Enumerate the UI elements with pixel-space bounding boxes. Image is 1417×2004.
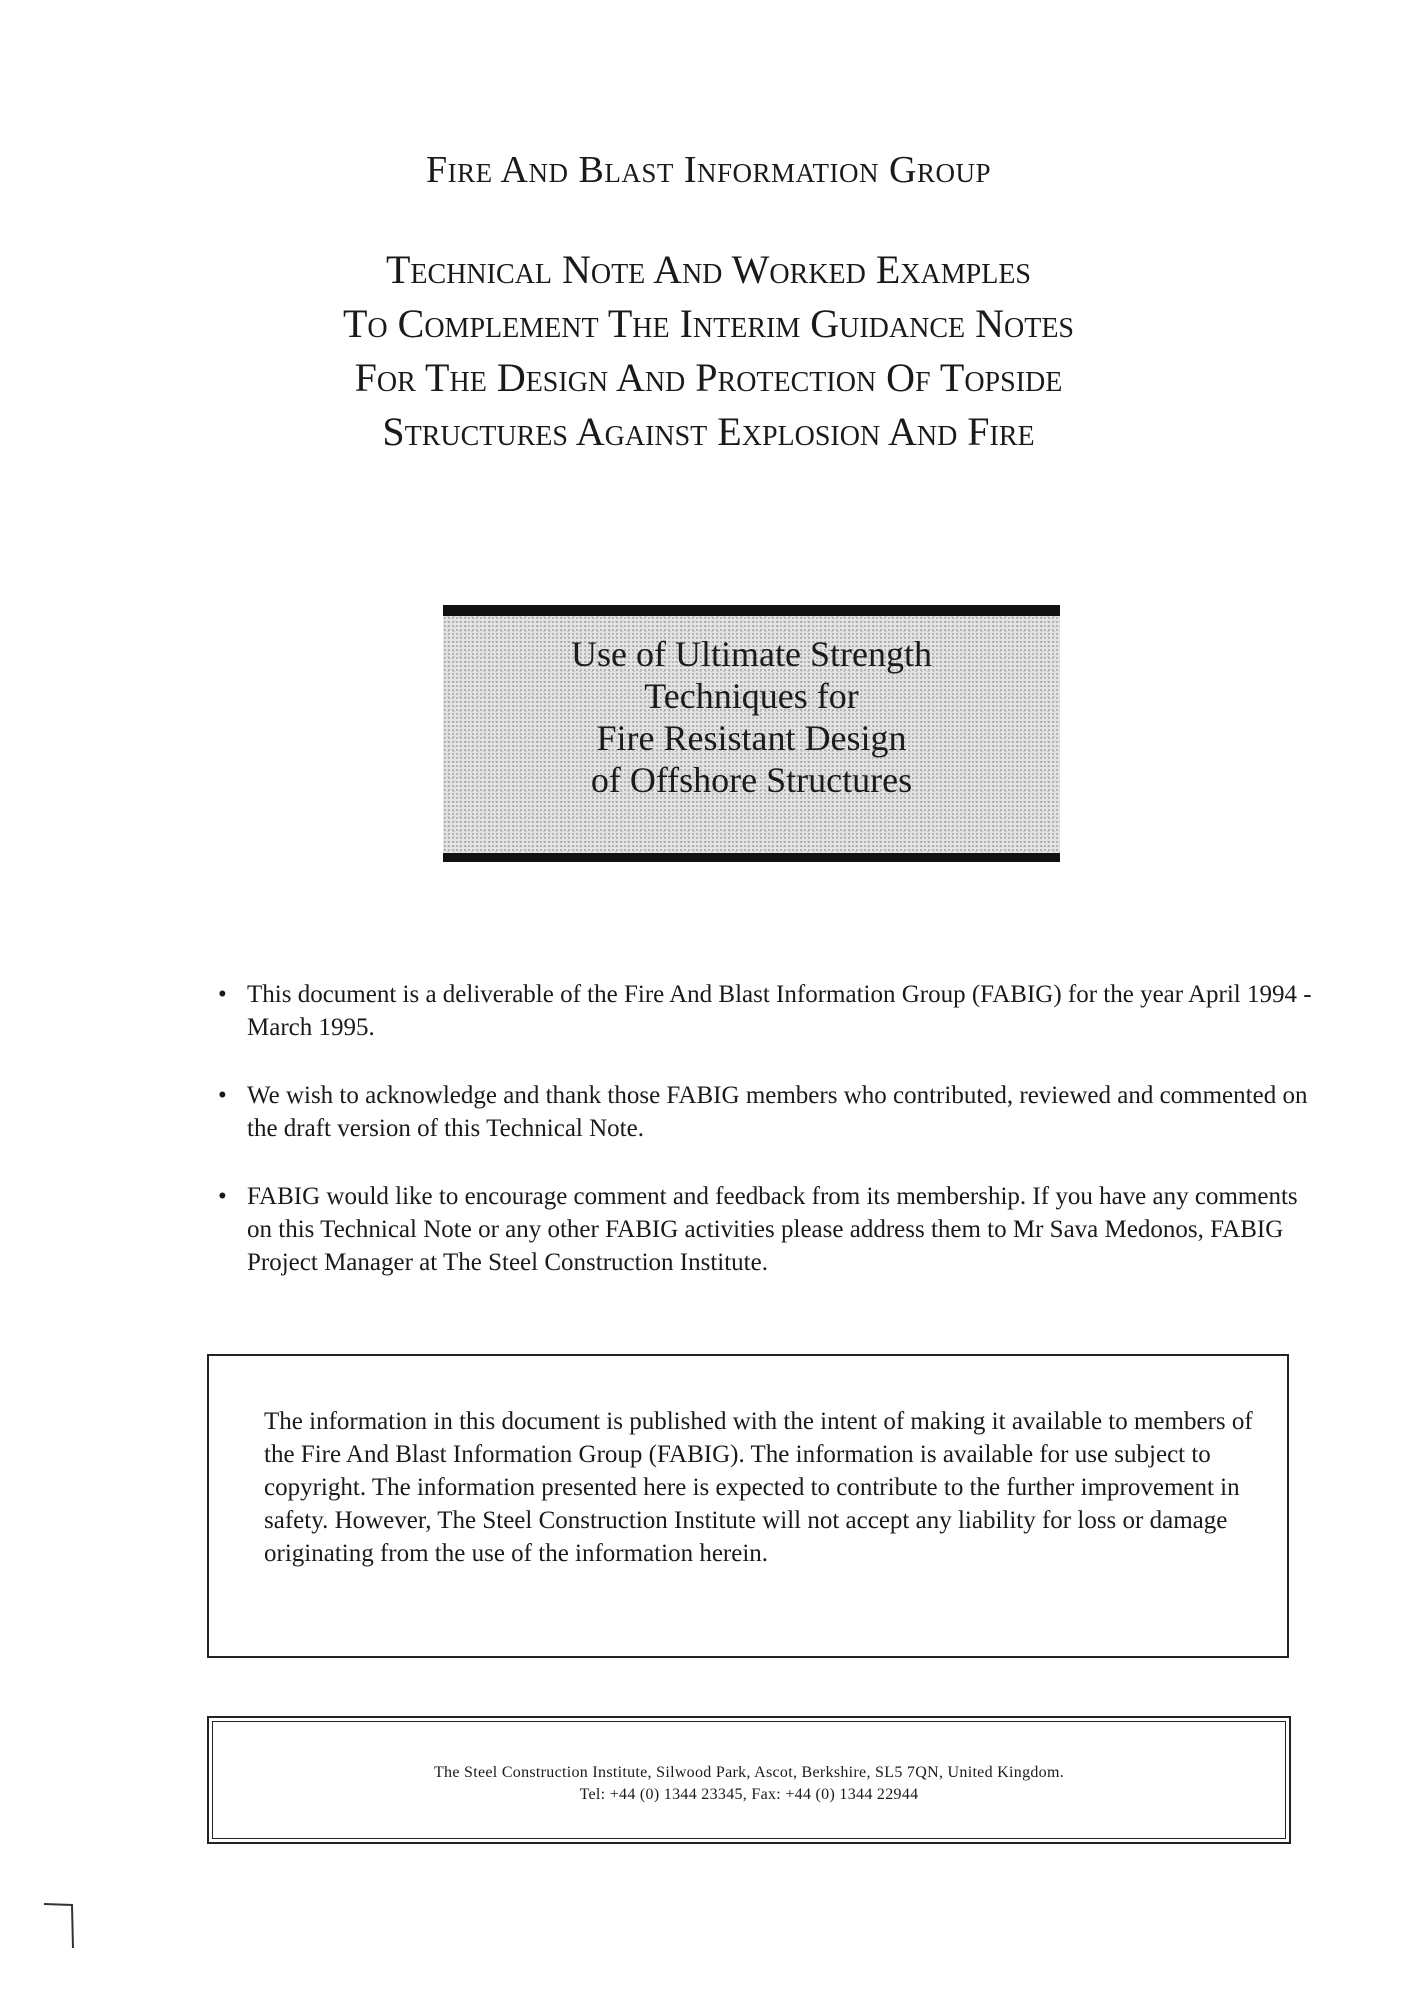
address-inner-frame xyxy=(212,1721,1286,1839)
title-line: To Complement The Interim Guidance Notes xyxy=(343,301,1074,346)
bullet-icon: • xyxy=(218,1183,227,1210)
bullet-text: This document is a deliverable of the Fire And Blast Information Group (FABIG) for the year April 1994 - March 1995. xyxy=(247,981,1312,1041)
publisher-contact: Tel: +44 (0) 1344 23345, Fax: +44 (0) 1344 22944 xyxy=(579,1786,919,1803)
publisher-address: The Steel Construction Institute, Silwood Park, Ascot, Berkshire, SL5 7QN, United Kingdom. xyxy=(433,1764,1065,1781)
bullet-item xyxy=(212,1079,1312,1145)
banner-line: Techniques for xyxy=(644,676,859,716)
bullet-text: FABIG would like to encourage comment and feedback from its membership. If you have any comments on this Technical Note or any other FABIG activities please address them to Mr Sava Medonos, FABIG Project Manager at The Steel Construction Institute. xyxy=(247,1183,1298,1276)
corner-crop-mark-icon xyxy=(42,1896,82,1956)
disclaimer-text: The information in this document is published with the intent of making it available to members of the Fire And Blast Information Group (FABIG). The information is available for use subject to copyright. The information presented here is expected to contribute to the further improvement in safety. However, The Steel Construction Institute will not accept any liability for loss or damage originating from the use of the information herein. xyxy=(264,1408,1253,1567)
banner-line: Fire Resistant Design xyxy=(596,718,907,758)
group-title: Fire And Blast Information Group xyxy=(426,149,991,191)
banner-line: of Offshore Structures xyxy=(590,760,913,800)
banner-bottom-rule xyxy=(443,853,1060,862)
bullet-list xyxy=(212,978,1312,1314)
document-title xyxy=(0,243,1417,459)
title-line: Structures Against Explosion And Fire xyxy=(382,409,1035,454)
bullet-text: We wish to acknowledge and thank those FABIG members who contributed, reviewed and commented on the draft version of this Technical Note. xyxy=(247,1082,1308,1142)
title-line: Technical Note And Worked Examples xyxy=(385,247,1031,292)
bullet-item xyxy=(212,1180,1312,1279)
publisher-address-box xyxy=(207,1716,1291,1844)
bullet-item xyxy=(212,978,1312,1044)
bullet-icon: • xyxy=(218,981,227,1008)
bullet-icon: • xyxy=(218,1082,227,1109)
banner-top-rule xyxy=(443,605,1060,616)
disclaimer-box xyxy=(207,1354,1289,1658)
title-line: For The Design And Protection Of Topside xyxy=(354,355,1063,400)
subtitle-banner xyxy=(443,605,1060,862)
banner-line: Use of Ultimate Strength xyxy=(571,634,932,674)
banner-subtitle xyxy=(443,633,1060,801)
